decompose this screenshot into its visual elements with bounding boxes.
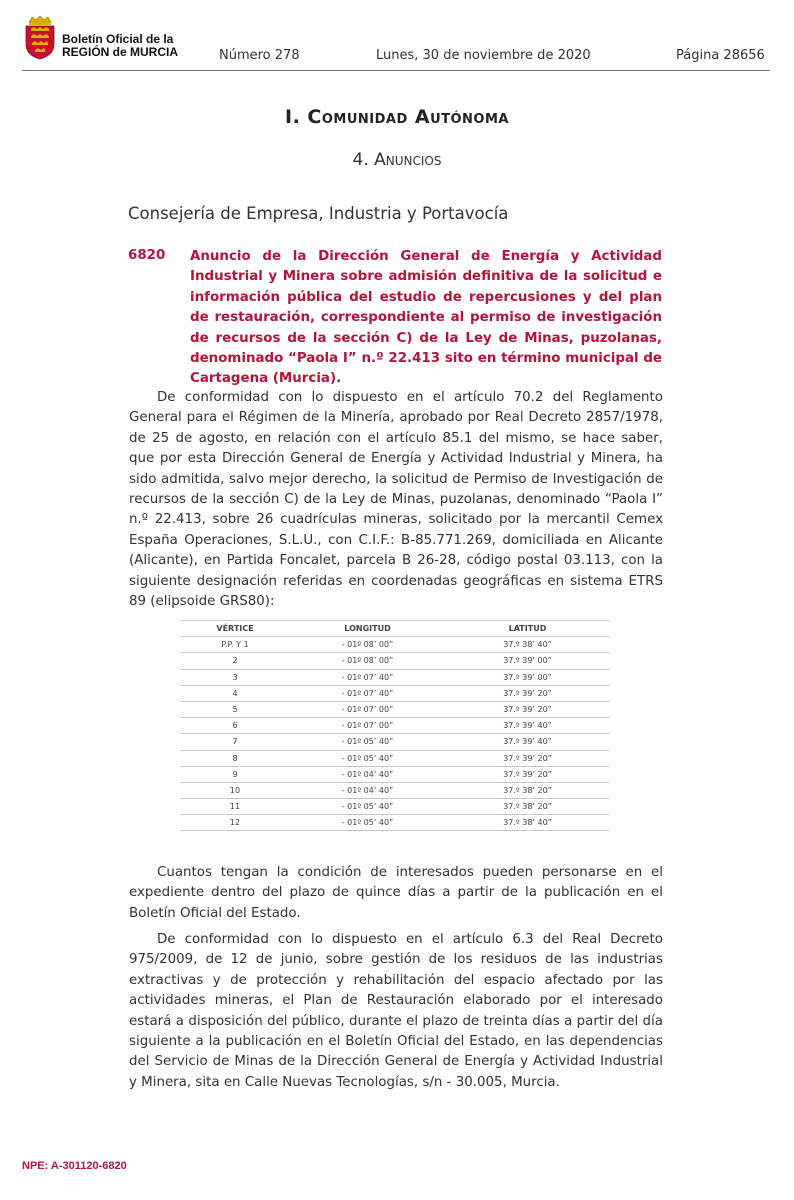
latitude-cell: 37.º 39’ 20” bbox=[445, 750, 610, 766]
paragraph-2: Cuantos tengan la condición de interesados pueden personarse en el expediente dentro del plazo de quince días a partir de la publicación en el Boletín Oficial del Estado. bbox=[129, 865, 663, 921]
latitude-cell: 37.º 38’ 20” bbox=[445, 782, 610, 798]
longitude-cell: - 01º 05’ 40” bbox=[290, 734, 445, 750]
longitude-cell: - 01º 07’ 40” bbox=[290, 669, 445, 685]
vertex-cell: 4 bbox=[180, 685, 290, 701]
issue-date: Lunes, 30 de noviembre de 2020 bbox=[376, 48, 591, 63]
longitude-cell: - 01º 08’ 00” bbox=[290, 653, 445, 669]
longitude-cell: - 01º 05’ 40” bbox=[290, 799, 445, 815]
subsection-title: 4. Anuncios bbox=[352, 150, 442, 170]
table-row bbox=[180, 799, 610, 815]
table-row bbox=[180, 766, 610, 782]
latitude-cell: 37.º 39’ 00” bbox=[445, 653, 610, 669]
latitude-cell: 37.º 39’ 20” bbox=[445, 701, 610, 717]
vertex-cell: 3 bbox=[180, 669, 290, 685]
latitude-cell: 37.º 39’ 00” bbox=[445, 669, 610, 685]
brand-line-2: REGIÓN de MURCIA bbox=[62, 45, 179, 59]
header-latitude: LATITUD bbox=[445, 621, 610, 637]
header-vertex: VÉRTICE bbox=[180, 621, 290, 637]
vertex-cell: 2 bbox=[180, 653, 290, 669]
vertex-cell: 5 bbox=[180, 701, 290, 717]
longitude-cell: - 01º 07’ 40” bbox=[290, 685, 445, 701]
latitude-cell: 37.º 39’ 20” bbox=[445, 766, 610, 782]
npe-code: NPE: A-301120-6820 bbox=[22, 1160, 127, 1172]
table-row bbox=[180, 734, 610, 750]
longitude-cell: - 01º 07’ 00” bbox=[290, 701, 445, 717]
table-row bbox=[180, 815, 610, 831]
vertex-cell: P.P. Y 1 bbox=[180, 637, 290, 653]
longitude-cell: - 01º 05’ 40” bbox=[290, 815, 445, 831]
table-row bbox=[180, 637, 610, 653]
brand-line-1: Boletín Oficial de la bbox=[62, 32, 174, 46]
table-row bbox=[180, 718, 610, 734]
header-longitude: LONGITUD bbox=[290, 621, 445, 637]
longitude-cell: - 01º 07’ 00” bbox=[290, 718, 445, 734]
latitude-cell: 37.º 39’ 40” bbox=[445, 718, 610, 734]
coordinates-table bbox=[180, 620, 610, 831]
department-name: Consejería de Empresa, Industria y Portavocía bbox=[128, 204, 509, 223]
vertex-cell: 12 bbox=[180, 815, 290, 831]
announcement-title: Anuncio de la Dirección General de Energía y Actividad Industrial y Minera sobre admisión definitiva de la solicitud e información pública del estudio de repercusiones y del plan de restauración, correspondiente al permiso de investigación de recursos de la sección C) de la Ley de Minas, puzolanas, denominado “Paola I” n.º 22.413 sito en término municipal de Cartagena (Murcia). bbox=[190, 249, 662, 387]
issue-number: Número 278 bbox=[219, 48, 300, 63]
latitude-cell: 37.º 38’ 20” bbox=[445, 799, 610, 815]
vertex-cell: 7 bbox=[180, 734, 290, 750]
bulletin-brand bbox=[62, 33, 178, 59]
region-murcia-coat-of-arms-icon bbox=[22, 14, 58, 60]
latitude-cell: 37.º 39’ 20” bbox=[445, 685, 610, 701]
table-row bbox=[180, 750, 610, 766]
vertex-cell: 8 bbox=[180, 750, 290, 766]
table-row bbox=[180, 782, 610, 798]
longitude-cell: - 01º 05’ 40” bbox=[290, 750, 445, 766]
paragraph-3: De conformidad con lo dispuesto en el artículo 6.3 del Real Decreto 975/2009, de 12 de junio, sobre gestión de los residuos de las industrias extractivas y de protección y rehabilitación del espacio afectado por las actividades mineras, el Plan de Restauración elaborado por el interesado estará a disposición del público, durante el plazo de treinta días a partir del día siguiente a la publicación en el Boletín Oficial del Estado, en las dependencias del Servicio de Minas de la Dirección General de Energía y Actividad Industrial y Minera, sita en Calle Nuevas Tecnologías, s/n - 30.005, Murcia. bbox=[129, 932, 663, 1090]
longitude-cell: - 01º 04’ 40” bbox=[290, 782, 445, 798]
page-header bbox=[0, 0, 794, 80]
section-title: I. Comunidad Autónoma bbox=[285, 106, 509, 128]
table-row bbox=[180, 653, 610, 669]
vertex-cell: 10 bbox=[180, 782, 290, 798]
latitude-cell: 37.º 39’ 40” bbox=[445, 734, 610, 750]
announcement-number: 6820 bbox=[128, 248, 166, 263]
latitude-cell: 37.º 38’ 40” bbox=[445, 637, 610, 653]
table-row bbox=[180, 685, 610, 701]
table-header-row bbox=[180, 621, 610, 637]
paragraph-1: De conformidad con lo dispuesto en el artículo 70.2 del Reglamento General para el Régimen de la Minería, aprobado por Real Decreto 2857/1978, de 25 de agosto, en relación con el artículo 85.1 del mismo, se hace saber, que por esta Dirección General de Energía y Actividad Industrial y Minera, ha sido admitida, salvo mejor derecho, la solicitud de Permiso de Investigación de recursos de la sección C) de la Ley de Minas, puzolanas, denominado “Paola I” n.º 22.413, sobre 26 cuadrículas mineras, solicitado por la mercantil Cemex España Operaciones, S.L.U., con C.I.F.: B-85.771.269, domiciliada en Alicante (Alicante), en Partida Foncalet, parcela B 26-28, código postal 03.113, con la siguiente designación referidas en coordenadas geográficas en sistema ETRS 89 (elipsoide GRS80): bbox=[129, 390, 663, 610]
page-number: Página 28656 bbox=[676, 48, 765, 63]
header-divider bbox=[22, 70, 770, 71]
latitude-cell: 37.º 38’ 40” bbox=[445, 815, 610, 831]
table-row bbox=[180, 669, 610, 685]
vertex-cell: 11 bbox=[180, 799, 290, 815]
longitude-cell: - 01º 08’ 00” bbox=[290, 637, 445, 653]
longitude-cell: - 01º 04’ 40” bbox=[290, 766, 445, 782]
vertex-cell: 6 bbox=[180, 718, 290, 734]
vertex-cell: 9 bbox=[180, 766, 290, 782]
table-row bbox=[180, 701, 610, 717]
